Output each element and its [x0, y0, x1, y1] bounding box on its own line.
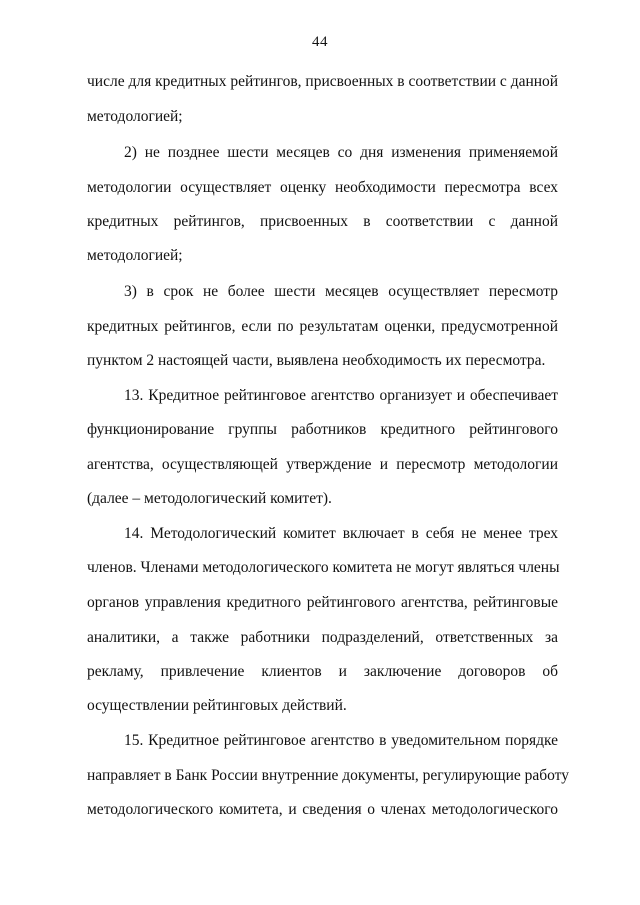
- text-line: методологией;: [87, 108, 183, 125]
- text-line: направляет в Банк России внутренние документы, регулирующие работу: [87, 767, 570, 784]
- text-line: числе для кредитных рейтингов, присвоенных в соответствии с данной: [87, 73, 559, 90]
- text-line: методологического комитета, и сведения о членах методологического: [87, 801, 558, 818]
- text-line: кредитных рейтингов, если по результатам оценки, предусмотренной: [87, 318, 558, 335]
- text-line: агентства, осуществляющей утверждение и пересмотр методологии: [87, 456, 558, 473]
- text-line: 15. Кредитное рейтинговое агентство в уведомительном порядке: [124, 732, 558, 749]
- text-line: аналитики, а также работники подразделений, ответственных за: [87, 629, 558, 646]
- text-line: пунктом 2 настоящей части, выявлена необходимость их пересмотра.: [87, 352, 546, 369]
- text-line: (далее – методологический комитет).: [87, 490, 332, 507]
- text-line: членов. Членами методологического комитета не могут являться члены: [87, 559, 560, 576]
- text-line: кредитных рейтингов, присвоенных в соответствии с данной: [87, 213, 558, 230]
- text-line: 14. Методологический комитет включает в себя не менее трех: [124, 525, 558, 542]
- text-line: органов управления кредитного рейтингового агентства, рейтинговые: [87, 594, 558, 611]
- text-line: осуществлении рейтинговых действий.: [87, 697, 347, 714]
- page-number: 44: [312, 34, 328, 50]
- text-line: 13. Кредитное рейтинговое агентство организует и обеспечивает: [124, 387, 558, 404]
- text-line: 3) в срок не более шести месяцев осуществляет пересмотр: [124, 283, 558, 300]
- text-line: методологией;: [87, 247, 183, 264]
- text-line: рекламу, привлечение клиентов и заключение договоров об: [87, 663, 558, 680]
- text-line: 2) не позднее шести месяцев со дня изменения применяемой: [124, 144, 558, 161]
- text-line: функционирование группы работников кредитного рейтингового: [87, 421, 558, 438]
- text-line: методологии осуществляет оценку необходимости пересмотра всех: [87, 179, 558, 196]
